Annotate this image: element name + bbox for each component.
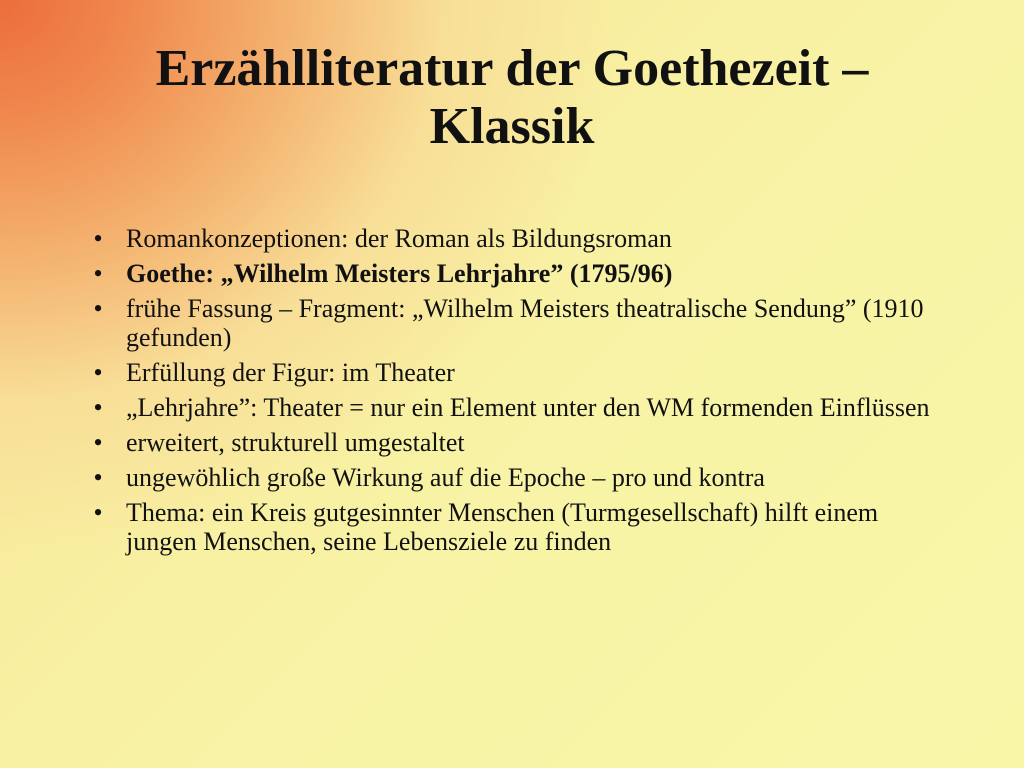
bullet-text: ungewöhlich große Wirkung auf die Epoche – pro und kontra	[126, 463, 765, 492]
bullet-icon: •	[93, 358, 103, 387]
bullet-item-3	[86, 294, 936, 352]
bullet-text: Erfüllung der Figur: im Theater	[126, 358, 455, 387]
bullet-list	[86, 224, 936, 562]
bullet-text: Goethe: „Wilhelm Meisters Lehrjahre” (1795/96)	[126, 259, 673, 288]
bullet-icon: •	[93, 259, 103, 288]
bullet-item-4	[86, 358, 936, 387]
bullet-icon: •	[93, 294, 103, 323]
slide-title-line-2: Klassik	[429, 98, 595, 155]
bullet-text: „Lehrjahre”: Theater = nur ein Element unter den WM formenden Einflüssen	[126, 393, 930, 422]
bullet-item-8	[86, 498, 936, 556]
bullet-icon: •	[93, 428, 103, 457]
bullet-icon: •	[93, 224, 103, 253]
bullet-text: Thema: ein Kreis gutgesinnter Menschen (Turmgesellschaft) hilft einem jungen Menschen, seine Lebensziele zu finden	[126, 498, 879, 556]
bullet-icon: •	[93, 393, 103, 422]
slide-title	[60, 40, 964, 156]
bullet-item-2	[86, 259, 936, 288]
slide-title-line-1: Erzählliteratur der Goethezeit –	[155, 40, 869, 97]
bullet-text: frühe Fassung – Fragment: „Wilhelm Meisters theatralische Sendung” (1910 gefunden)	[126, 294, 924, 352]
bullet-item-6	[86, 428, 936, 457]
bullet-text: erweitert, strukturell umgestaltet	[126, 428, 465, 457]
bullet-item-1	[86, 224, 936, 253]
bullet-icon: •	[93, 498, 103, 527]
bullet-item-5	[86, 393, 936, 422]
bullet-item-7	[86, 463, 936, 492]
bullet-text: Romankonzeptionen: der Roman als Bildungsroman	[126, 224, 672, 253]
bullet-icon: •	[93, 463, 103, 492]
